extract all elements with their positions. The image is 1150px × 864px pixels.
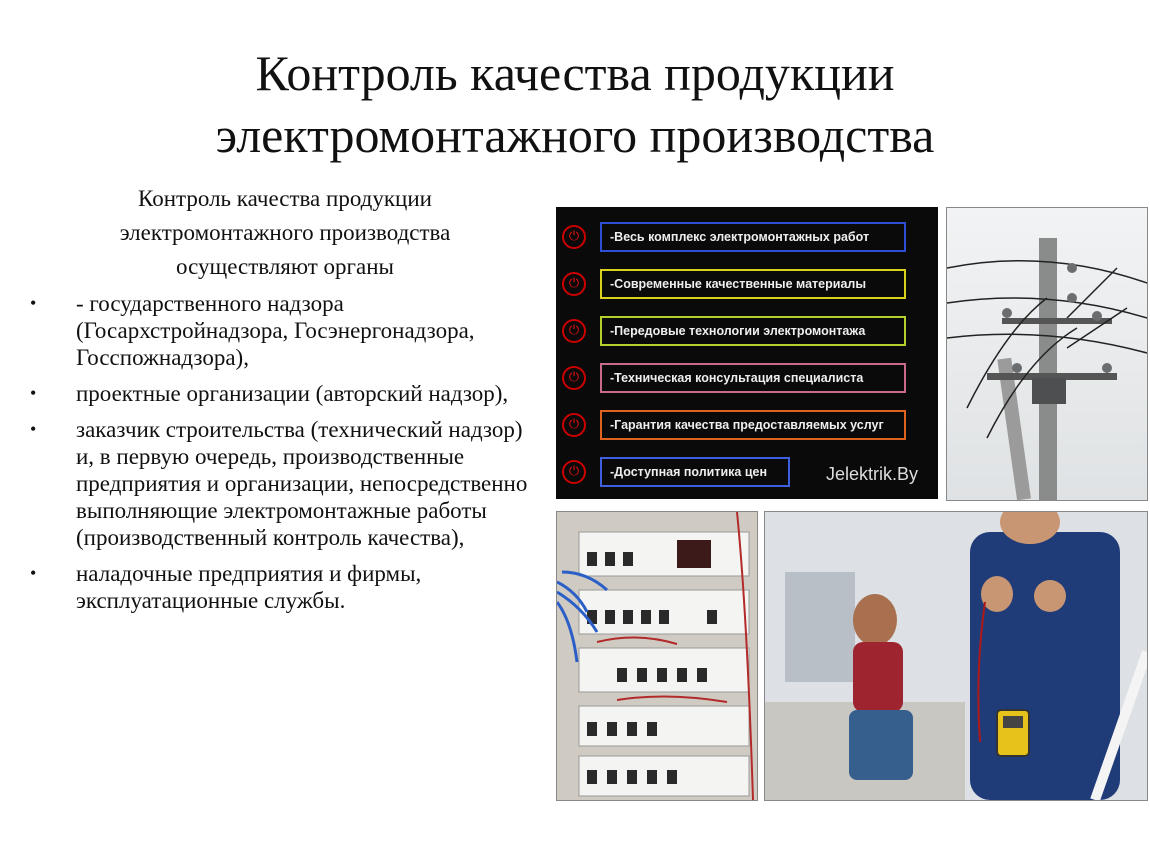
power-icon: ⏻: [562, 319, 586, 343]
worker-illustration: [765, 512, 1147, 800]
electrician-with-multimeter-photo: [764, 511, 1148, 801]
slide-title-line1: Контроль качества продукции: [255, 45, 895, 101]
banner-label: -Доступная политика цен: [600, 457, 790, 487]
list-item: [30, 416, 540, 551]
banner-row: [562, 407, 906, 443]
power-icon: ⏻: [562, 366, 586, 390]
bullet-marker: •: [30, 419, 37, 439]
banner-row: [562, 219, 906, 255]
lead-line3: осуществляют органы: [176, 254, 394, 279]
services-banner: [556, 207, 938, 499]
brand-watermark: Jelektrik.By: [825, 464, 918, 484]
lead-text: [60, 182, 510, 284]
bullet-marker: •: [30, 563, 37, 583]
list-item: [30, 380, 540, 407]
slide-title: [0, 42, 1150, 166]
banner-row: [562, 454, 790, 490]
list-item-text: проектные организации (авторский надзор),: [76, 381, 509, 406]
power-icon: ⏻: [562, 460, 586, 484]
lead-line1: Контроль качества продукции: [138, 186, 432, 211]
list-item-text: наладочные предприятия и фирмы, эксплуатационные службы.: [76, 561, 422, 613]
list-item: [30, 560, 540, 614]
banner-row: [562, 360, 906, 396]
banner-row: [562, 313, 906, 349]
power-icon: ⏻: [562, 413, 586, 437]
slide-title-line2: электромонтажного производства: [215, 107, 935, 163]
banner-label: -Передовые технологии электромонтажа: [600, 316, 906, 346]
banner-label: -Техническая консультация специалиста: [600, 363, 906, 393]
power-icon: ⏻: [562, 225, 586, 249]
panel-illustration: [557, 512, 757, 800]
bullet-marker: •: [30, 383, 37, 403]
bullet-marker: •: [30, 293, 37, 313]
banner-label: -Весь комплекс электромонтажных работ: [600, 222, 906, 252]
power-icon: ⏻: [562, 272, 586, 296]
banner-label: -Гарантия качества предоставляемых услуг: [600, 410, 906, 440]
banner-row: [562, 266, 906, 302]
pole-illustration: [947, 208, 1147, 500]
electrical-panel-photo: [556, 511, 758, 801]
power-line-pole-photo: [946, 207, 1148, 501]
banner-label: -Современные качественные материалы: [600, 269, 906, 299]
list-item: [30, 290, 540, 371]
bullet-list: [30, 290, 540, 623]
list-item-text: заказчик строительства (технический надзор) и, в первую очередь, производственные предприятия и организации, непосредственно выполняющие электромонтажные работы (производственный контроль качества),: [76, 417, 528, 550]
lead-line2: электромонтажного производства: [119, 220, 451, 245]
list-item-text: - государственного надзора (Госархстройнадзора, Госэнергонадзора, Госспожнадзора),: [76, 291, 475, 370]
